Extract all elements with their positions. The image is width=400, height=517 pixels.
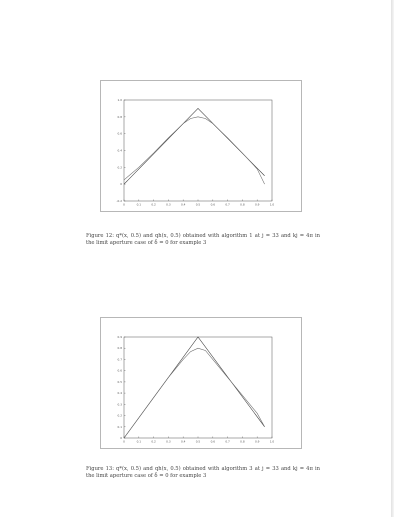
y-tick-label: 0.5 [117,379,122,384]
series-line-1 [124,117,265,184]
x-tick-label: 0.9 [254,439,260,444]
x-tick-label: 0.8 [240,202,245,207]
x-tick-label: 0 [123,202,125,207]
series-line-1 [124,348,265,438]
x-tick-label: 0.2 [151,439,156,444]
x-tick-label: 0.4 [180,439,186,444]
series-line-0 [124,337,265,438]
figure-12-plot [100,80,302,212]
x-tick-label: 0.6 [210,439,216,444]
y-tick-label: 0.2 [117,413,122,418]
figure-13 [100,317,302,449]
x-tick-label: 0.9 [254,202,260,207]
x-tick-label: 0.4 [180,202,186,207]
x-tick-label: 0.8 [240,439,245,444]
x-tick-label: 0 [123,439,125,444]
y-tick-label: 0.3 [117,402,122,407]
y-tick-label: 0.9 [117,335,122,339]
x-tick-label: 0.5 [195,202,201,207]
x-tick-label: 0.7 [225,202,230,207]
figure-13-caption: Figure 13: q*(x, 0.5) and qh(x, 0.5) obtained with algorithm 3 at j = 33 and kj = 4π in the limit aperture case of δ = 0 for example 3 [86,466,320,479]
x-tick-label: 1.0 [269,202,275,207]
y-tick-label: 0 [120,436,122,440]
page-edge-shadow [391,0,394,517]
x-tick-label: 0.3 [166,202,171,207]
y-tick-label: 0 [120,182,122,187]
plot-axes-box [124,337,272,438]
x-tick-label: 0.7 [225,439,230,444]
y-tick-label: 0.8 [117,114,122,119]
x-tick-label: 0.5 [195,439,201,444]
y-tick-label: 0.6 [117,131,122,136]
plot-axes-box [124,100,272,201]
figure-12-caption: Figure 12: q*(x, 0.5) and qh(x, 0.5) obtained with algorithm 1 at j = 33 and kj = 4π in the limit aperture case of δ = 0 for example 3 [86,233,320,246]
y-tick-label: -0.2 [116,199,122,203]
y-tick-label: 0.8 [117,346,122,351]
x-tick-label: 0.2 [151,202,156,207]
figure-13-plot [100,317,302,449]
y-tick-label: 0.4 [117,148,122,153]
y-tick-label: 0.6 [117,368,122,373]
figure-12 [100,80,302,212]
x-tick-label: 0.1 [136,439,142,444]
x-tick-label: 0.6 [210,202,216,207]
x-tick-label: 1.0 [269,439,275,444]
y-tick-label: 0.4 [117,391,122,396]
x-tick-label: 0.1 [136,202,142,207]
y-tick-label: 0.7 [117,357,122,362]
y-tick-label: 0.2 [117,165,122,170]
y-tick-label: 0.1 [117,424,122,429]
x-tick-label: 0.3 [166,439,171,444]
y-tick-label: 1.0 [117,98,122,102]
series-line-0 [124,108,265,184]
